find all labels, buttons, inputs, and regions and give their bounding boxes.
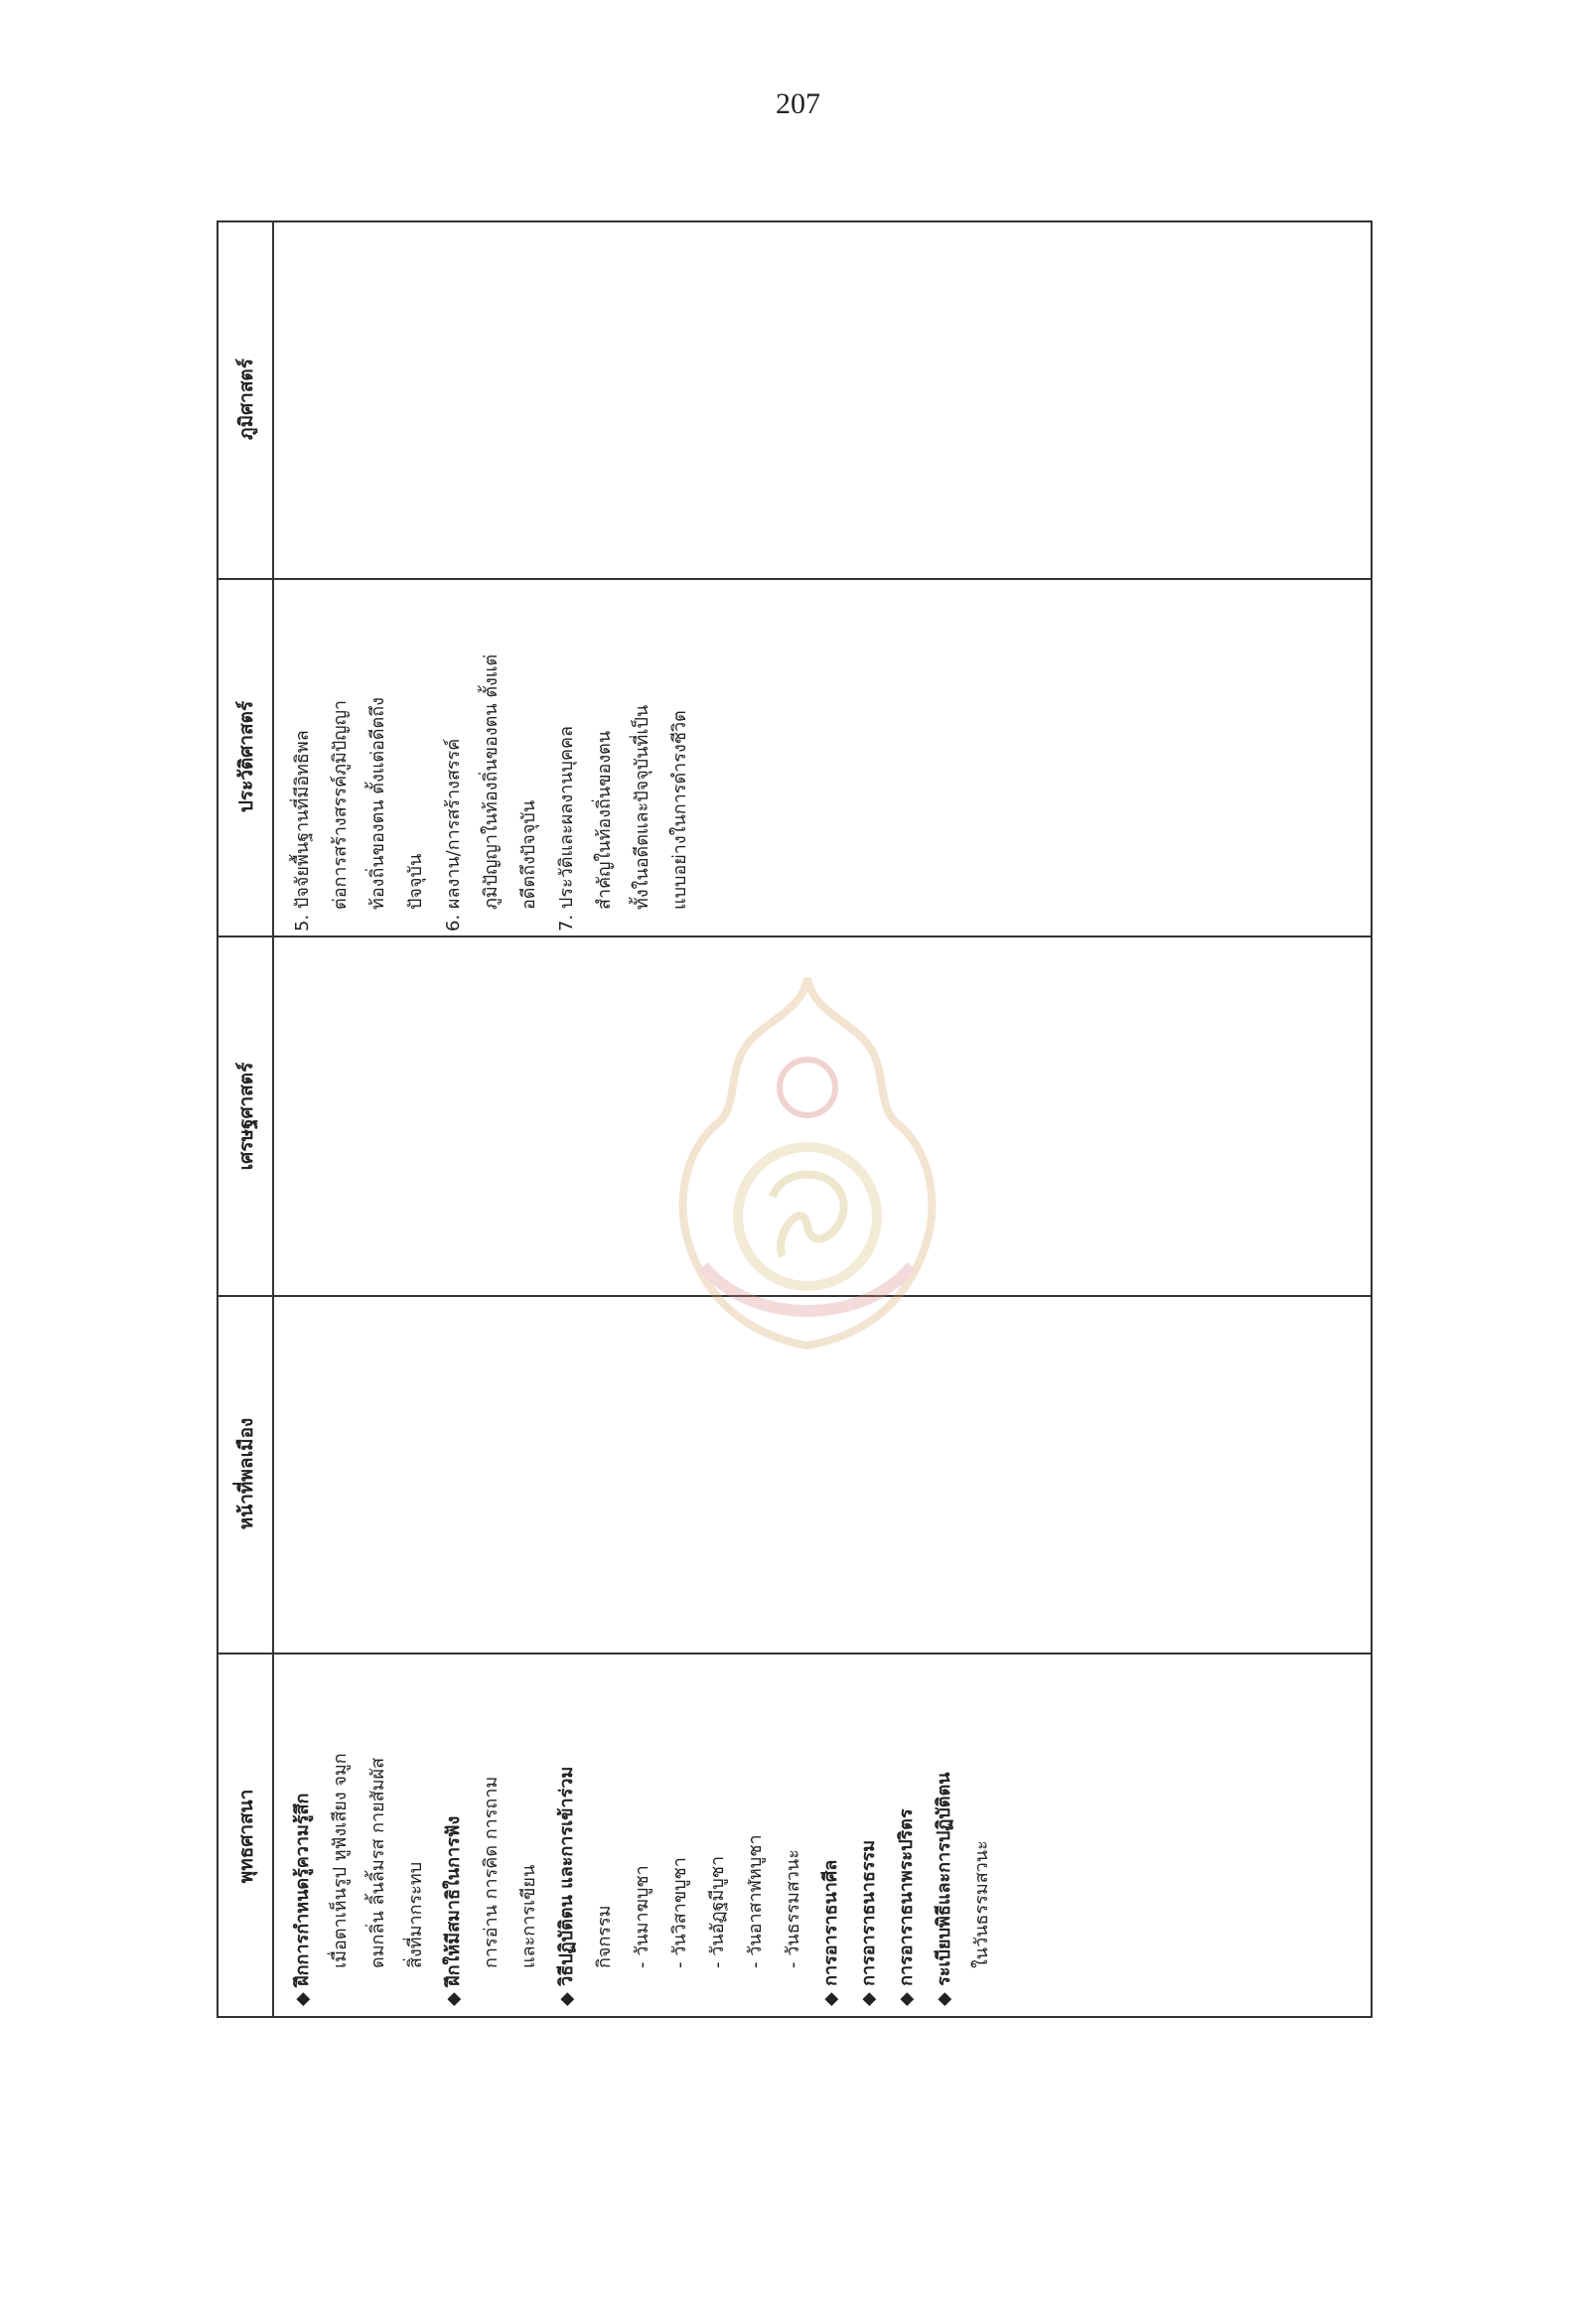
header-civics: หน้าที่พลเมือง	[235, 1417, 257, 1530]
list-item: ◆ ระเบียบพิธีและการปฏิบัติตน	[934, 1772, 954, 2006]
header-economics: เศรษฐศาสตร์	[235, 1062, 257, 1171]
page-number: 207	[776, 87, 820, 120]
list-item: ในวันธรรมสวนะ	[971, 1840, 992, 1968]
history-cell	[284, 584, 699, 932]
list-item: ดมกลิ่น ลิ้นลิ้มรส กายสัมผัส	[367, 1757, 388, 1968]
list-item: ◆ การอาราธนาธรรม	[858, 1839, 879, 2006]
list-item: ภูมิปัญญาในท้องถิ่นของตน ตั้งแต่	[481, 653, 502, 910]
list-item: ◆ การอาราธนาศีล	[820, 1859, 841, 2006]
list-item: สำคัญในท้องถิ่นของตน	[594, 730, 615, 910]
list-item: สิ่งที่มากระทบ	[405, 1861, 426, 1968]
list-item: ปัจจุบัน	[405, 853, 426, 910]
list-item: - วันมาฆบูชา	[632, 1865, 653, 1968]
list-item: การอ่าน การคิด การถาม	[481, 1776, 502, 1968]
list-item: กิจกรรม	[594, 1905, 615, 1968]
buddhism-cell	[284, 1658, 1001, 2006]
list-item: 6. ผลงาน/การสร้างสรรค์	[443, 738, 464, 932]
header-buddhism: พุทธศาสนา	[235, 1789, 257, 1884]
list-item: 7. ประวัติและผลงานบุคคล	[556, 725, 577, 932]
column-divider	[218, 1653, 1371, 1655]
header-geography: ภูมิศาสตร์	[235, 359, 257, 440]
list-item: ต่อการสร้างสรรค์ภูมิปัญญา	[330, 699, 351, 910]
list-item: ◆ ฝึกให้มีสมาธิในการฟัง	[443, 1815, 464, 2006]
column-divider	[218, 936, 1371, 937]
list-item: ท้องถิ่นของตน ตั้งแต่อดีตถึง	[367, 697, 388, 910]
list-item: และการเขียน	[518, 1864, 539, 1968]
list-item: - วันวิสาขบูชา	[669, 1857, 690, 1968]
list-item: ◆ ฝึกการกำหนดรู้ความรู้สึก	[292, 1793, 313, 2006]
header-history: ประวัติศาสตร์	[235, 700, 257, 813]
seal-watermark	[663, 968, 951, 1356]
list-item: - วันธรรมสวนะ	[783, 1849, 803, 1968]
list-item: ◆ วิธีปฏิบัติตน และการเข้าร่วม	[556, 1766, 577, 2006]
column-divider	[218, 578, 1371, 580]
list-item: - วันอาสาฬหบูชา	[745, 1834, 766, 1968]
list-item: แบบอย่างในการดำรงชีวิต	[669, 710, 690, 910]
list-item: ◆ การอาราธนาพระปริตร	[896, 1808, 917, 2006]
list-item: 5. ปัจจัยพื้นฐานที่มีอิทธิพล	[292, 730, 313, 932]
list-item: อดีตถึงปัจจุบัน	[518, 799, 539, 910]
list-item: - วันอัฏฐมีบูชา	[707, 1855, 728, 1968]
list-item: เมื่อตาเห็นรูป หูฟังเสียง จมูก	[330, 1753, 351, 1968]
list-item: ทั้งในอดีตและปัจจุบันที่เป็น	[632, 704, 653, 910]
